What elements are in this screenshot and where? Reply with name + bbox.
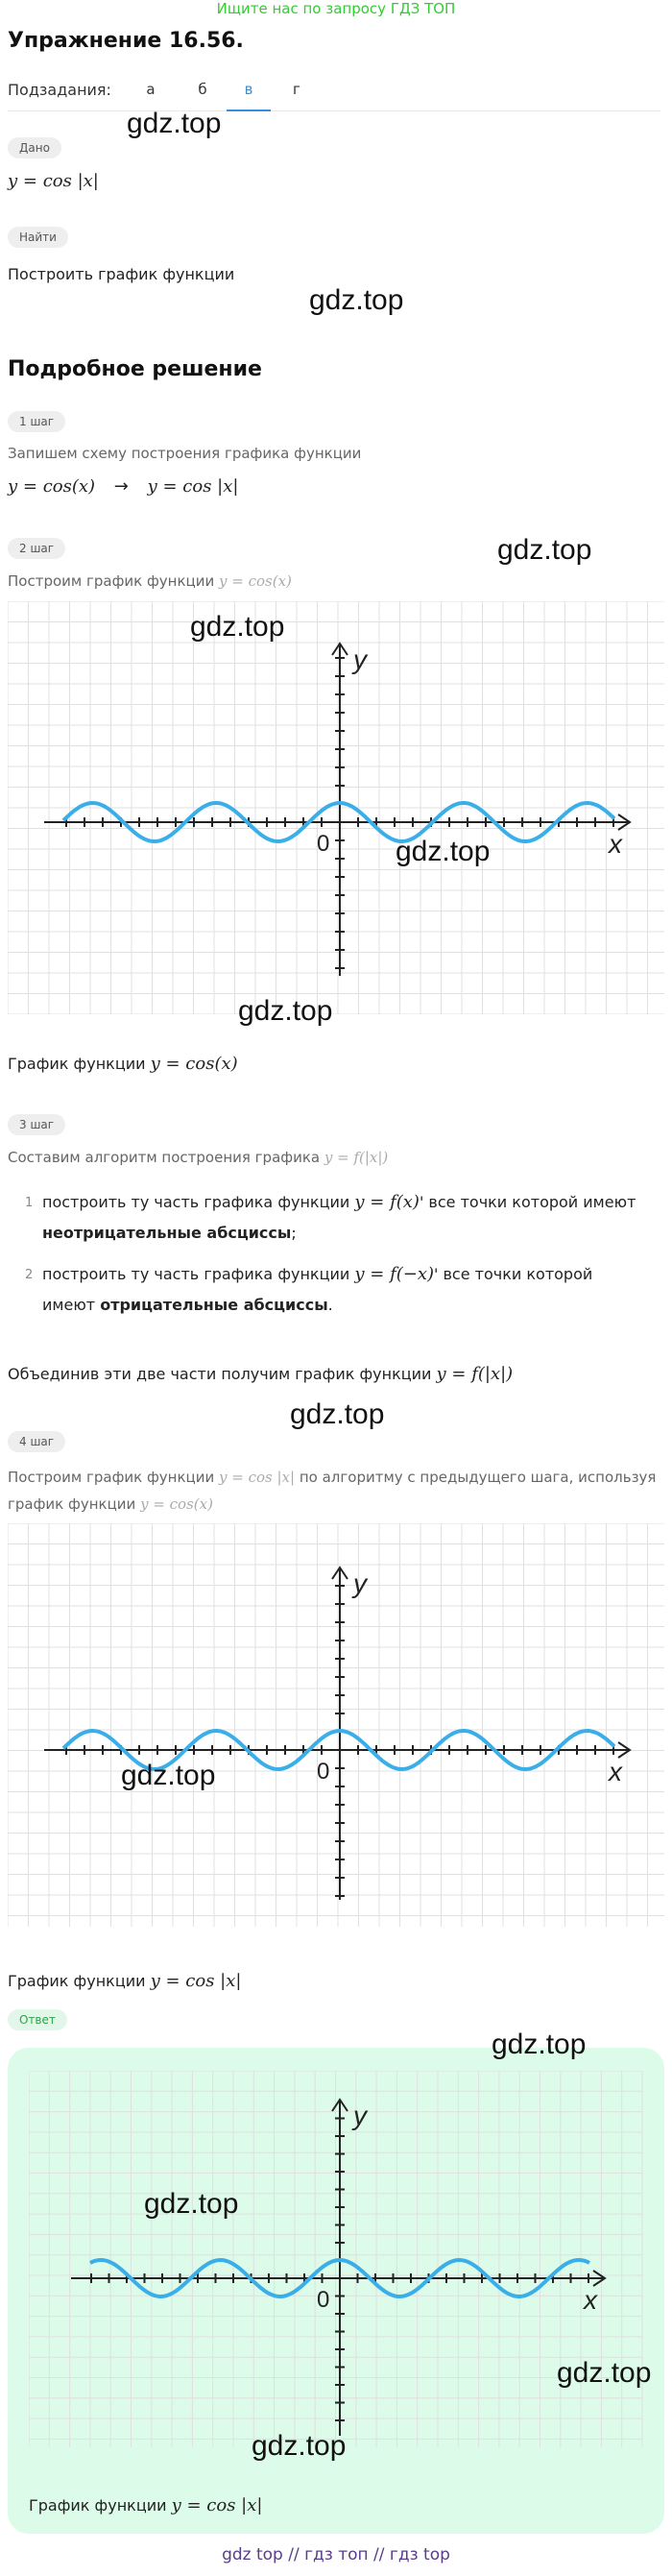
step2-formula: y = cos(x)	[219, 572, 292, 590]
watermark: gdz.top	[252, 2430, 347, 2462]
graph-step2	[8, 601, 664, 1014]
answer-caption-text: График функции	[29, 2496, 167, 2515]
graph-step4	[8, 1523, 664, 1927]
find-chip: Найти	[8, 227, 68, 248]
watermark: gdz.top	[396, 836, 491, 867]
watermark: gdz.top	[238, 995, 333, 1027]
step4-text-c: график функции	[8, 1495, 136, 1513]
step1-chip: 1 шаг	[8, 411, 65, 432]
step4-chip: 4 шаг	[8, 1431, 65, 1452]
x-axis-label: x	[609, 1757, 622, 1786]
step4-formula-a: y = cos |x|	[219, 1469, 296, 1486]
list-item-text: ' все точки которой имеют	[419, 1193, 636, 1211]
step1-scheme	[8, 476, 238, 497]
list-item-tail: ;	[291, 1224, 297, 1242]
given-chip: Дано	[8, 137, 61, 158]
subtasks-label: Подзадания:	[8, 81, 111, 99]
list-item-bold: отрицательные абсциссы	[100, 1296, 328, 1314]
top-banner[interactable]: Ищите нас по запросу ГДЗ ТОП	[216, 0, 456, 17]
list-item-tail: .	[327, 1296, 333, 1314]
step3-combine-formula: y = f(|x|)	[436, 1364, 514, 1384]
tab-a[interactable]: а	[146, 81, 156, 98]
list-item-text: ' все точки которой	[434, 1265, 593, 1283]
answer-chip: Ответ	[8, 2009, 67, 2030]
watermark: gdz.top	[497, 534, 592, 566]
step3-combine	[8, 1364, 513, 1384]
y-axis-label: y	[353, 1568, 367, 1598]
tab-b[interactable]: б	[198, 81, 207, 98]
step3-text-line	[8, 1149, 388, 1166]
step2-text: Построим график функции	[8, 572, 215, 590]
list-item-number: 2	[25, 1268, 34, 1282]
step2-caption-formula: y = cos(x)	[150, 1054, 238, 1074]
list-item-text: имеют	[42, 1296, 96, 1314]
origin-label: 0	[317, 831, 330, 857]
subtasks-bar	[8, 81, 660, 111]
watermark: gdz.top	[190, 611, 285, 643]
watermark: gdz.top	[492, 2029, 587, 2060]
list-item-number: 1	[25, 1196, 34, 1210]
list-item-text: построить ту часть графика функции	[42, 1265, 350, 1283]
list-item-text: построить ту часть графика функции	[42, 1193, 350, 1211]
list-item	[42, 1187, 657, 1249]
answer-caption	[29, 2495, 262, 2515]
step1-text: Запишем схему построения графика функции	[8, 445, 362, 462]
y-axis-label: y	[353, 2101, 367, 2130]
watermark: gdz.top	[144, 2188, 239, 2220]
step1-formula-left: y = cos(x)	[8, 476, 96, 497]
step2-text-line	[8, 572, 292, 590]
list-item-formula: y = f(−x)	[354, 1264, 435, 1284]
graph-answer	[29, 2071, 643, 2447]
footer-links[interactable]: gdz top // гдз топ // гдз top	[222, 2545, 450, 2564]
given-formula: y = cos |x|	[8, 171, 99, 191]
step1-formula-right: y = cos |x|	[147, 476, 239, 497]
step4-caption-formula: y = cos |x|	[150, 1971, 242, 1991]
watermark: gdz.top	[290, 1398, 385, 1430]
step3-combine-text: Объединив эти две части получим график функции	[8, 1365, 432, 1383]
x-axis-label: x	[584, 2285, 597, 2315]
solution-title: Подробное решение	[8, 357, 262, 381]
find-text: Построить график функции	[8, 265, 235, 283]
y-axis-label: y	[353, 644, 367, 674]
arrow-icon: →	[113, 476, 129, 497]
step2-caption	[8, 1054, 238, 1074]
origin-label: 0	[317, 2287, 330, 2313]
list-item-bold: неотрицательные абсциссы	[42, 1224, 292, 1242]
step3-chip: 3 шаг	[8, 1114, 65, 1135]
tab-g[interactable]: г	[293, 81, 300, 98]
step4-text-b: по алгоритму с предыдущего шага, используя	[299, 1469, 657, 1486]
watermark: gdz.top	[309, 284, 404, 316]
step4-text-a: Построим график функции	[8, 1469, 215, 1486]
step3-formula: y = f(|x|)	[324, 1149, 389, 1166]
step4-caption-text: График функции	[8, 1972, 146, 1990]
step2-chip: 2 шаг	[8, 538, 65, 559]
list-item-formula: y = f(x)	[354, 1192, 420, 1212]
x-axis-label: x	[609, 829, 622, 859]
tab-v[interactable]: в	[227, 81, 271, 111]
origin-label: 0	[317, 1759, 330, 1785]
watermark: gdz.top	[557, 2357, 652, 2389]
watermark: gdz.top	[121, 1760, 216, 1791]
step2-caption-text: График функции	[8, 1055, 146, 1073]
step4-text	[8, 1464, 656, 1518]
step3-text: Составим алгоритм построения графика	[8, 1149, 321, 1166]
answer-caption-formula: y = cos |x|	[171, 2495, 263, 2515]
list-item	[42, 1259, 657, 1321]
step4-formula-b: y = cos(x)	[140, 1495, 213, 1513]
watermark: gdz.top	[127, 108, 222, 139]
step4-caption	[8, 1971, 241, 1991]
exercise-title: Упражнение 16.56.	[8, 29, 244, 53]
